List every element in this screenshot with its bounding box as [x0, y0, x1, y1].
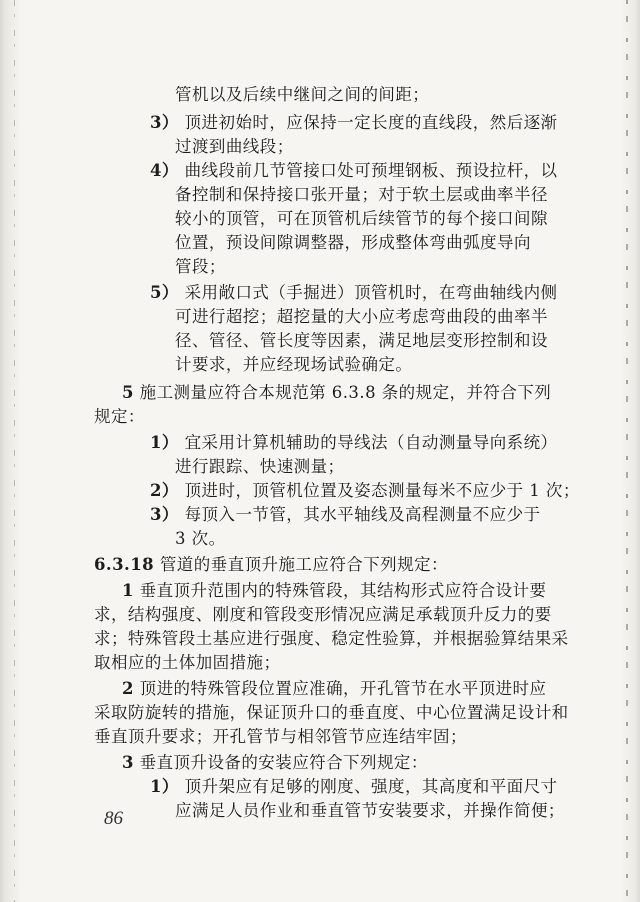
- text-line: [150, 160, 558, 182]
- line-text: 径、管径、管长度等因素，满足地层变形控制和设: [175, 331, 548, 350]
- page-edge-left: [0, 0, 22, 902]
- line-text: 计要求，并应经现场试验确定。: [175, 355, 413, 374]
- text-line: [122, 580, 546, 602]
- line-text: 曲线段前几节管接口处可预埋钢板、预设拉杆，以: [184, 161, 558, 180]
- line-text: 可进行超挖；超挖量的大小应考虑弯曲段的曲率半: [175, 307, 548, 326]
- text-line: [175, 528, 226, 550]
- line-text: 规定：: [94, 407, 145, 426]
- line-text: 采用敞口式（手掘进）顶管机时，在弯曲轴线内侧: [184, 283, 558, 302]
- line-text: 管段；: [175, 257, 226, 276]
- text-line: [94, 702, 569, 724]
- line-text: 求，结构强度、刚度和管段变形情况应满足承载顶升反力的要: [94, 605, 552, 624]
- text-line: [175, 330, 548, 352]
- line-text: 采取防旋转的措施，保证顶升口的垂直度、中心位置满足设计和: [94, 703, 569, 722]
- text-line: [150, 480, 580, 502]
- text-line: [122, 382, 551, 404]
- line-text: 顶进的特殊管段位置应准确，开孔管节在水平顶进时应: [139, 679, 547, 698]
- item-number: 1）: [150, 433, 179, 452]
- line-text: 顶进初始时，应保持一定长度的直线段，然后逐渐: [184, 113, 558, 132]
- line-text: 应满足人员作业和垂直管节安装要求，并操作简便；: [175, 801, 565, 820]
- item-number: 5）: [150, 283, 179, 302]
- text-line: [175, 354, 412, 376]
- item-number: 3）: [150, 113, 179, 132]
- item-number: 1: [122, 581, 134, 600]
- text-line: [175, 800, 565, 822]
- text-line: [150, 504, 541, 526]
- item-number: 1）: [150, 777, 179, 796]
- text-line: [94, 604, 552, 626]
- line-text: 每顶入一节管，其水平轴线及高程测量不应少于: [184, 505, 541, 524]
- text-line: [175, 456, 345, 478]
- text-line: [150, 776, 558, 798]
- line-text: 取相应的土体加固措施；: [94, 653, 281, 672]
- text-line: [150, 432, 558, 454]
- line-text: 宜采用计算机辅助的导线法（自动测量导向系统）: [184, 433, 558, 452]
- item-number: 4）: [150, 161, 179, 180]
- line-text: 求；特殊管段土基应进行强度、稳定性验算，并根据验算结果采: [94, 629, 569, 648]
- line-text: 较小的顶管，可在顶管机后续管节的每个接口间隙: [175, 209, 548, 228]
- text-line: [175, 136, 294, 158]
- text-line: [94, 628, 569, 650]
- item-number: 3: [122, 753, 134, 772]
- line-text: 进行跟踪、快速测量；: [175, 457, 345, 476]
- clause-number: 6.3.18: [94, 555, 155, 574]
- text-line: [175, 306, 548, 328]
- line-text: 施工测量应符合本规范第 6.3.8 条的规定，并符合下列: [139, 383, 552, 402]
- line-text: 顶升架应有足够的刚度、强度，其高度和平面尺寸: [184, 777, 558, 796]
- page-edge-right: [620, 0, 640, 902]
- text-line: [150, 112, 558, 134]
- clause-heading: [94, 554, 448, 576]
- item-number: 3）: [150, 505, 179, 524]
- text-line: [94, 406, 145, 428]
- line-text: 3 次。: [175, 529, 226, 548]
- item-number: 5: [122, 383, 134, 402]
- text-line: [175, 208, 548, 230]
- line-text: 顶进时，顶管机位置及姿态测量每米不应少于 1 次；: [184, 481, 580, 500]
- page-number: 86: [104, 808, 123, 829]
- line-text: 过渡到曲线段；: [175, 137, 294, 156]
- line-text: 位置，预设间隙调整器，形成整体弯曲弧度导向: [175, 233, 531, 252]
- text-line: [175, 256, 226, 278]
- line-text: 管道的垂直顶升施工应符合下列规定：: [159, 555, 448, 574]
- line-text: 备控制和保持接口张开量；对于软土层或曲率半径: [175, 185, 548, 204]
- line-text: 垂直顶升范围内的特殊管段，其结构形式应符合设计要: [139, 581, 547, 600]
- line-text: 垂直顶升设备的安装应符合下列规定：: [139, 753, 428, 772]
- line-text: 垂直顶升要求；开孔管节与相邻管节应连结牢固；: [94, 727, 467, 746]
- text-line: [94, 652, 280, 674]
- text-line: [175, 84, 429, 106]
- text-line: [175, 184, 548, 206]
- item-number: 2）: [150, 481, 179, 500]
- text-line: [94, 726, 467, 748]
- item-number: 2: [122, 679, 134, 698]
- text-line: [175, 232, 531, 254]
- text-line: [150, 282, 558, 304]
- line-text: 管机以及后续中继间之间的间距；: [175, 85, 430, 104]
- text-line: [122, 752, 428, 774]
- text-line: [122, 678, 546, 700]
